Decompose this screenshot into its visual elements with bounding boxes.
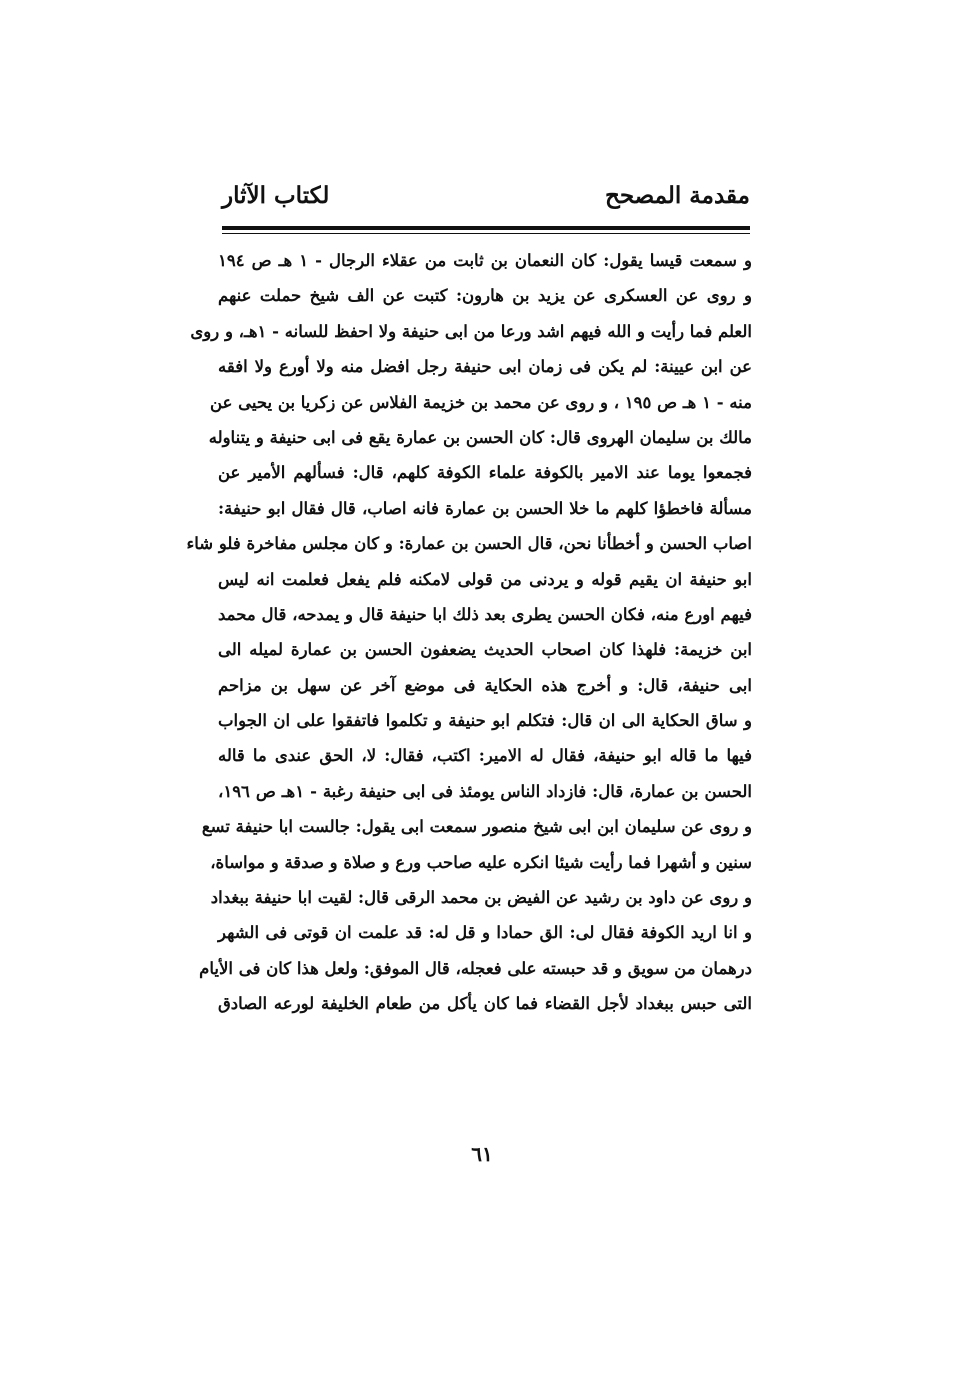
text-line: العلم فما رأيت و الله فيهم اشد ورعا من ابى حنيفة ولا احفظ للسانه - ١هـ، و روى <box>190 321 752 341</box>
text-line: و روى عن داود بن رشيد عن الفيض بن محمد الرقى قال: لقيت ابا حنيفة ببغداد <box>210 888 752 908</box>
text-line: عن ابن عيينة: لم يكن فى زمان ابى حنيفة رجل افضل منه ولا أورع ولا افقه <box>218 357 752 377</box>
text-line: و ساق الحكاية الى ان قال: فتكلم ابو حنيفة و تكلموا فاتفقوا على ان الجواب <box>218 711 752 731</box>
text-line: درهمان من سويق و قد حبسته على فعجله، قال الموفق: ولعل هذا كان فى الأيام <box>199 958 752 978</box>
page-number: ٦١ <box>471 1142 493 1166</box>
text-line: التى حبس ببغداد لأجل القضاء فما كان يأكل من طعام الخليفة لورعه الصادق <box>218 994 752 1014</box>
text-line: اصاب الحسن و أخطأنا نحن، قال الحسن بن عمارة: و كان مجلس مفاخرة فلو شاء <box>186 534 752 554</box>
header-section-title: مقدمة المصحح <box>604 182 750 209</box>
header-rule-thin <box>222 233 750 234</box>
text-line: و سمعت قيسا يقول: كان النعمان بن ثابت من عقلاء الرجال - ١ هـ ص ١٩٤ <box>218 251 752 270</box>
text-line: ابن خزيمة: فلهذا كان اصحاب الحديث يضعفون الحسن بن عمارة لميله الى <box>218 640 752 660</box>
text-line: مالك بن سليمان الهروى قال: كان الحسن بن عمارة يقع فى ابى حنيفة و يتناوله <box>208 427 752 447</box>
text-line: فيهم اورع منه، فكان الحسن يطرى بعد ذلك ابا حنيفة قال و يمدحه، قال محمد <box>218 604 752 624</box>
text-line: ابى حنيفة، قال: و أخرج هذه الحكاية فى موضع آخر عن سهل بن مزاحم <box>218 675 752 695</box>
text-line: الحسن بن عمارة، قال: فازداد الناس يومئذ فى ابى حنيفة رغبة - ١هـ ص ١٩٦، <box>218 781 752 801</box>
header-book-title: لكتاب الآثار <box>222 182 330 209</box>
text-line: سنين و أشهرا فما رأيت شيئا انكره عليه صاحب ورع و صلاة و صدقة و مواساة، <box>210 852 752 872</box>
text-line: منه - ١ هـ ص ١٩٥ ، و روى عن محمد بن خزيمة الفلاس عن زكريا بن يحيى عن <box>210 392 752 412</box>
text-line: ابو حنيفة ان يقيم قوله و يردنى من قولى لامكنه فلم يفعل فعلمت انه ليس <box>218 569 752 589</box>
text-line: و انا اريد الكوفة فقال لى: الق حمادا و قل له: قد علمت ان قوتى فى الشهر <box>218 923 752 943</box>
header-rule-thick <box>222 226 750 230</box>
text-line: و روى عن سليمان ابن ابى شيخ منصور سمعت ابى يقول: جالست ابا حنيفة تسع <box>201 817 752 837</box>
running-header <box>222 182 750 226</box>
body-text <box>186 243 752 1022</box>
text-line: و روى عن العسكرى عن يزيد بن هارون: كتبت عن الف شيخ حملت عنهم <box>218 286 752 306</box>
text-line: فجمعوا يوما عند الامير بالكوفة علماء الكوفة كلهم، قال: فسألهم الأمير عن <box>218 463 752 483</box>
text-line: فيها ما قاله ابو حنيفة، فقال له الامير: اكتب، فقال: لا، الحق عندى ما قاله <box>218 746 752 766</box>
text-line: مسألة فاخطؤا كلهم ما خلا الحسن بن عمارة فانه اصاب، قال فقال ابو حنيفة: <box>218 498 752 518</box>
